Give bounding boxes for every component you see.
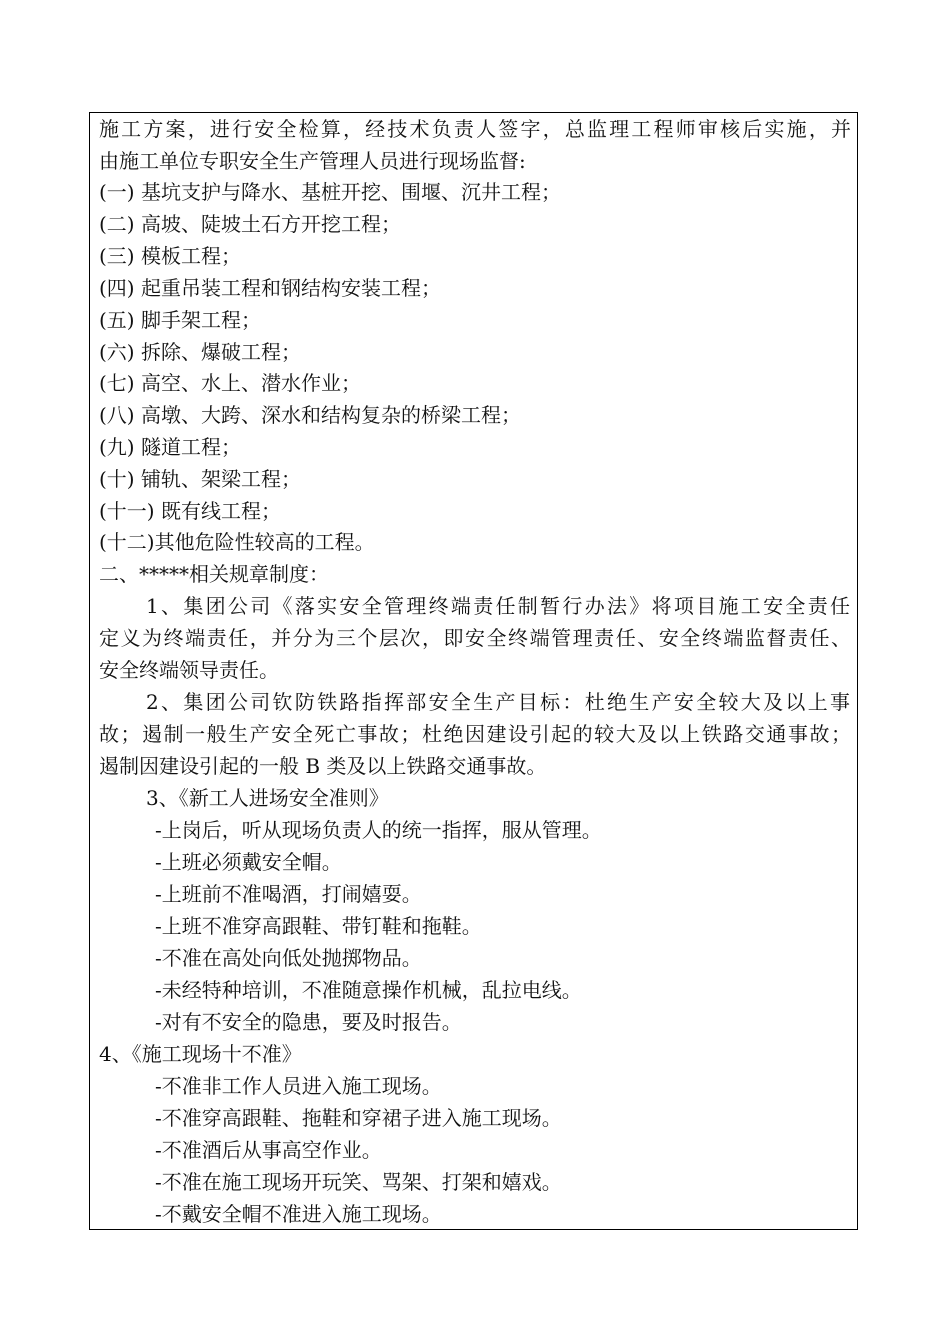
project-item: (六) 拆除、爆破工程； <box>99 340 301 364</box>
section-heading: 二、*****相关规章制度： <box>99 562 329 586</box>
rule4-item: -不戴安全帽不准进入施工现场。 <box>155 1202 442 1226</box>
rule2-line-1: 2、集团公司钦防铁路指挥部安全生产目标：杜绝生产安全较大及以上事 <box>146 690 850 714</box>
rule1-line-1: 1、集团公司《落实安全管理终端责任制暂行办法》将项目施工安全责任 <box>146 594 850 618</box>
project-item: (十二)其他危险性较高的工程。 <box>99 530 375 554</box>
rule3-item: -上班前不准喝酒，打闹嬉耍。 <box>155 882 422 906</box>
rule2-line-3: 遏制因建设引起的一般 B 类及以上铁路交通事故。 <box>99 754 547 778</box>
project-item: (七) 高空、水上、潜水作业； <box>99 371 361 395</box>
rule3-item: -上班必须戴安全帽。 <box>155 850 342 874</box>
rule4-title: 4、《施工现场十不准》 <box>99 1042 302 1066</box>
rule2-line-2: 故；遏制一般生产安全死亡事故；杜绝因建设引起的较大及以上铁路交通事故； <box>99 722 851 746</box>
intro-line-2: 由施工单位专职安全生产管理人员进行现场监督: <box>99 149 526 173</box>
rule4-item: -不准在施工现场开玩笑、骂架、打架和嬉戏。 <box>155 1170 562 1194</box>
project-item: (五) 脚手架工程； <box>99 308 261 332</box>
rule4-item: -不准酒后从事高空作业。 <box>155 1138 382 1162</box>
project-item: (四) 起重吊装工程和钢结构安装工程； <box>99 276 441 300</box>
rule3-item: -上岗后，听从现场负责人的统一指挥，服从管理。 <box>155 818 602 842</box>
intro-line-1: 施工方案，进行安全检算，经技术负责人签字，总监理工程师审核后实施，并 <box>99 117 851 141</box>
project-item: (十) 铺轨、架梁工程； <box>99 467 301 491</box>
rule1-line-2: 定义为终端责任，并分为三个层次，即安全终端管理责任、安全终端监督责任、 <box>99 626 851 650</box>
rule3-item: -对有不安全的隐患，要及时报告。 <box>155 1010 462 1034</box>
project-item: (三) 模板工程； <box>99 244 241 268</box>
rule4-item: -不准穿高跟鞋、拖鞋和穿裙子进入施工现场。 <box>155 1106 562 1130</box>
project-item: (二) 高坡、陡坡土石方开挖工程； <box>99 212 401 236</box>
project-item: (九) 隧道工程； <box>99 435 241 459</box>
rule3-item: -不准在高处向低处抛掷物品。 <box>155 946 422 970</box>
rule3-item: -上班不准穿高跟鞋、带钉鞋和拖鞋。 <box>155 914 482 938</box>
project-item: (十一) 既有线工程； <box>99 499 281 523</box>
project-item: (一) 基坑支护与降水、基桩开挖、围堰、沉井工程； <box>99 180 561 204</box>
rule4-item: -不准非工作人员进入施工现场。 <box>155 1074 442 1098</box>
rule3-title: 3、《新工人进场安全准则》 <box>146 786 389 810</box>
rule3-item: -未经特种培训，不准随意操作机械，乱拉电线。 <box>155 978 582 1002</box>
project-item: (八) 高墩、大跨、深水和结构复杂的桥梁工程； <box>99 403 521 427</box>
rule1-line-3: 安全终端领导责任。 <box>99 658 279 682</box>
